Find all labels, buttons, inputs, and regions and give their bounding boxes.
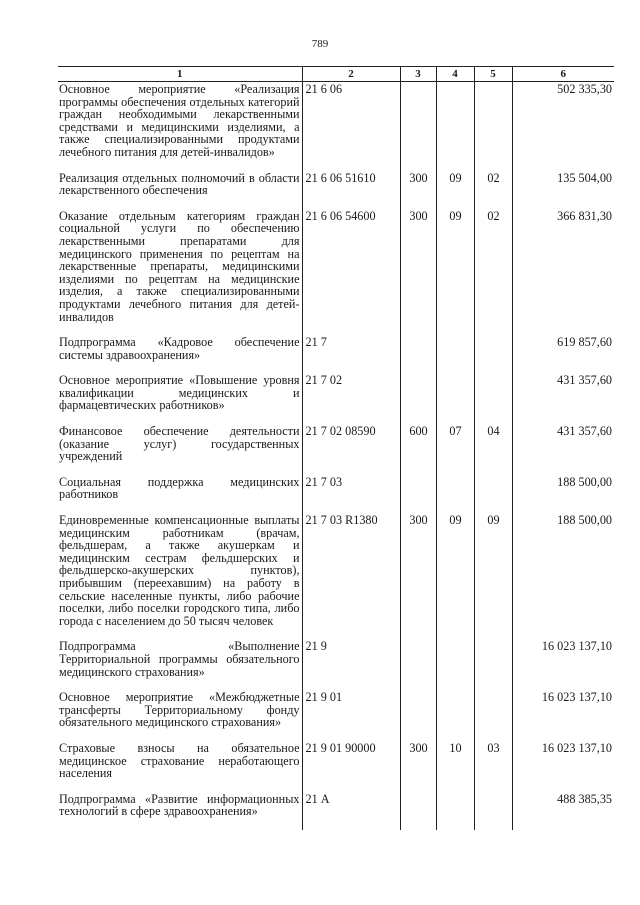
table-body [58,82,614,830]
row-expense-type-cell [400,639,436,690]
row-name-cell: Подпрограмма «Развитие информационных технологий в сфере здравоохранения» [59,791,300,819]
row-section-cell [436,335,474,373]
row-expense-type-cell: 300 [400,171,436,209]
row-name-cell: Финансовое обеспечение деятельности (оказание услуг) государственных учреждений [59,424,300,464]
col-header-4: 4 [436,67,474,82]
row-expense-type-cell [400,792,436,830]
row-amount-cell: 366 831,30 [512,209,614,335]
row-code-cell: 21 9 01 90000 [302,741,400,792]
row-name-cell: Основное мероприятие «Межбюджетные трансферты Территориальному фонду обязательного медицинского страхования» [59,690,300,730]
row-section-cell: 09 [436,209,474,335]
row-subsection-cell [474,373,512,424]
row-subsection-cell: 09 [474,513,512,639]
row-subsection-cell: 03 [474,741,512,792]
row-code-cell: 21 7 02 08590 [302,424,400,475]
table-row [58,373,614,424]
row-section-cell [436,475,474,513]
table-row [58,792,614,830]
row-section-cell [436,373,474,424]
row-code-cell: 21 6 06 51610 [302,171,400,209]
row-name-cell: Социальная поддержка медицинских работников [59,474,300,502]
row-name-cell: Оказание отдельным категориям граждан социальной услуги по обеспечению лекарственными препаратами для медицинского применения по рецептам на лекарственные препараты, медицинскими изделиями по рецептам на медицинские изделия, а также специализированными продуктами лечебного питания для детей-инвалидов [59,208,300,324]
row-expense-type-cell: 600 [400,424,436,475]
row-amount-cell: 16 023 137,10 [512,690,614,741]
row-name-cell: Подпрограмма «Выполнение Территориальной программы обязательного медицинского страхования» [59,639,300,679]
row-expense-type-cell: 300 [400,209,436,335]
table-row [58,639,614,690]
col-header-3: 3 [400,67,436,82]
row-code-cell: 21 А [302,792,400,830]
table-row [58,171,614,209]
row-subsection-cell [474,792,512,830]
row-expense-type-cell [400,373,436,424]
row-subsection-cell: 02 [474,171,512,209]
budget-table [58,66,614,830]
table-row [58,82,614,171]
row-section-cell [436,639,474,690]
row-section-cell: 10 [436,741,474,792]
row-section-cell [436,82,474,171]
row-amount-cell: 488 385,35 [512,792,614,830]
row-subsection-cell: 02 [474,209,512,335]
row-name-cell: Реализация отдельных полномочий в области лекарственного обеспечения [59,170,300,198]
row-section-cell [436,690,474,741]
table-row [58,690,614,741]
row-section-cell: 09 [436,513,474,639]
row-amount-cell: 135 504,00 [512,171,614,209]
row-expense-type-cell [400,82,436,171]
col-header-6: 6 [512,67,614,82]
row-subsection-cell [474,639,512,690]
row-section-cell: 07 [436,424,474,475]
row-subsection-cell [474,82,512,171]
page-number: 789 [311,38,329,50]
row-expense-type-cell [400,335,436,373]
row-section-cell: 09 [436,171,474,209]
row-name-cell: Основное мероприятие «Повышение уровня квалификации медицинских и фармацевтических работников» [59,373,300,413]
row-code-cell: 21 6 06 [302,82,400,171]
row-amount-cell: 431 357,60 [512,424,614,475]
col-header-5: 5 [474,67,512,82]
row-subsection-cell [474,475,512,513]
row-section-cell [436,792,474,830]
row-amount-cell: 431 357,60 [512,373,614,424]
row-expense-type-cell: 300 [400,513,436,639]
header-row [58,67,614,82]
row-name-cell: Подпрограмма «Кадровое обеспечение системы здравоохранения» [59,335,300,362]
row-subsection-cell [474,335,512,373]
table-row [58,424,614,475]
row-name-cell: Единовременные компенсационные выплаты медицинским работникам (врачам, фельдшерам, а также акушеркам и медицинским сестрам фельдшерских и фельдшерско-акушерских пунктов), прибывшим (переехавшим) на работу в сельские населенные пункты, либо рабочие поселки, либо поселки городского типа, либо города с населением до 50 тысяч человек [59,513,300,628]
row-code-cell: 21 7 03 [302,475,400,513]
row-expense-type-cell [400,475,436,513]
row-expense-type-cell: 300 [400,741,436,792]
table-row [58,741,614,792]
row-amount-cell: 188 500,00 [512,475,614,513]
row-code-cell: 21 6 06 54600 [302,209,400,335]
row-amount-cell: 619 857,60 [512,335,614,373]
row-amount-cell: 502 335,30 [512,82,614,171]
row-code-cell: 21 9 [302,639,400,690]
row-amount-cell: 16 023 137,10 [512,741,614,792]
table-row [58,209,614,335]
row-subsection-cell [474,690,512,741]
row-code-cell: 21 7 03 R1380 [302,513,400,639]
col-header-2: 2 [302,67,400,82]
row-code-cell: 21 7 [302,335,400,373]
row-amount-cell: 16 023 137,10 [512,639,614,690]
row-code-cell: 21 7 02 [302,373,400,424]
row-expense-type-cell [400,690,436,741]
row-code-cell: 21 9 01 [302,690,400,741]
row-name-cell: Основное мероприятие «Реализация программы обеспечения отдельных категорий граждан необходимыми лекарственными средствами и медицинскими изделиями, а также специализированными продуктами лечебного питания для детей-инвалидов» [59,82,300,159]
table-row [58,475,614,513]
row-amount-cell: 188 500,00 [512,513,614,639]
row-name-cell: Страховые взносы на обязательное медицинское страхование неработающего населения [59,740,300,781]
col-header-1: 1 [58,67,302,82]
table-row [58,513,614,639]
table-row [58,335,614,373]
row-subsection-cell: 04 [474,424,512,475]
